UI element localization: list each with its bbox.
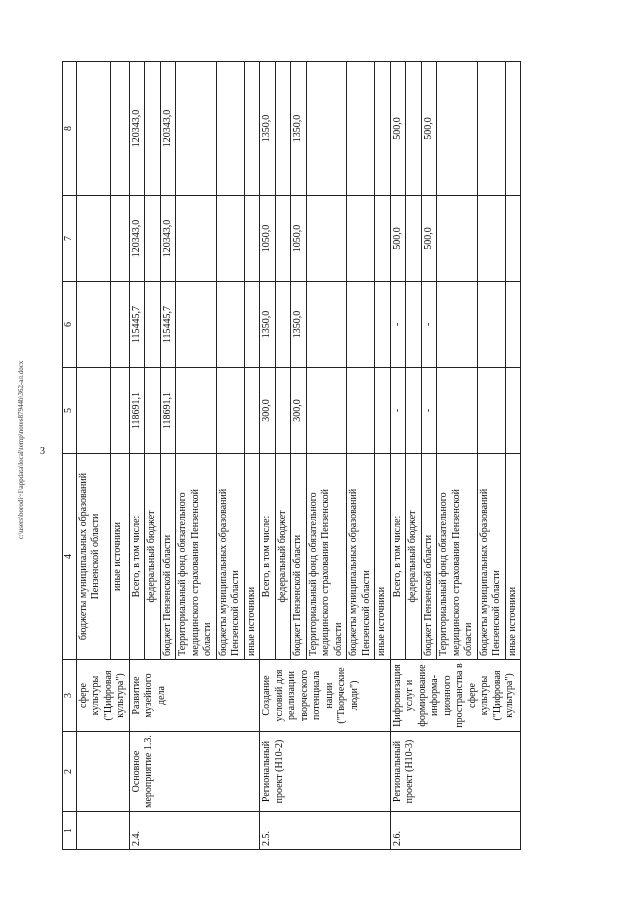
row-name-cell: Основное мероприятие 1.3. — [129, 732, 260, 812]
value-cell-c8: 120343,0 — [160, 62, 176, 196]
value-cell-c7: 1050,0 — [260, 196, 276, 282]
value-cell-c5 — [176, 368, 217, 454]
continued-row — [76, 62, 110, 850]
value-cell-c8 — [477, 62, 505, 196]
value-cell-c7 — [375, 196, 391, 282]
value-cell-c6 — [216, 282, 244, 368]
funding-source-cell: Всего, в том числе: — [260, 454, 276, 660]
table-row — [260, 62, 276, 850]
value-cell-c6: 1350,0 — [260, 282, 276, 368]
value-cell-c6 — [244, 282, 260, 368]
value-cell-c7 — [505, 196, 521, 282]
value-cell-c5 — [145, 368, 161, 454]
value-cell-c7 — [145, 196, 161, 282]
value-cell-c6 — [406, 282, 422, 368]
funding-source-cell: федеральный бюджет — [406, 454, 422, 660]
value-cell-c8: 500,0 — [390, 62, 406, 196]
table-row — [390, 62, 406, 850]
value-cell-c5 — [306, 368, 347, 454]
value-cell-c8 — [216, 62, 244, 196]
value-cell-c5: 118691,1 — [129, 368, 145, 454]
value-cell-c6 — [347, 282, 375, 368]
value-cell-c7 — [244, 196, 260, 282]
value-cell-c6 — [437, 282, 478, 368]
value-cell-c7 — [347, 196, 375, 282]
value-cell-c6: 115445,7 — [129, 282, 145, 368]
value-cell-c8: 1350,0 — [291, 62, 307, 196]
value-cell-c8 — [275, 62, 291, 196]
value-cell-c7 — [216, 196, 244, 282]
value-cell-c6 — [145, 282, 161, 368]
value-cell-c8 — [347, 62, 375, 196]
funding-source-cell: иные источники — [110, 454, 129, 660]
continued-event-cell: сфере культуры ("Цифровая культура") — [76, 660, 129, 732]
table-body — [63, 62, 521, 850]
value-cell-c5: - — [421, 368, 437, 454]
value-cell-c5 — [406, 368, 422, 454]
value-cell-c5: - — [390, 368, 406, 454]
value-cell-c8 — [176, 62, 217, 196]
value-cell-c6: 1350,0 — [291, 282, 307, 368]
continued-id-cell — [76, 812, 129, 850]
column-number-row — [63, 62, 77, 850]
value-cell-col6 — [76, 282, 110, 368]
value-cell-col8 — [110, 62, 129, 196]
row-event-cell: Создание условий для реализации творческого потенциала нации ("Творческие люди") — [260, 660, 391, 732]
page-number: 3 — [40, 446, 45, 457]
value-cell-c6: 115445,7 — [160, 282, 176, 368]
value-cell-c6: - — [421, 282, 437, 368]
row-id-cell: 2.6. — [390, 812, 521, 850]
column-number-4: 4 — [63, 454, 77, 660]
value-cell-c8 — [375, 62, 391, 196]
value-cell-c8 — [505, 62, 521, 196]
funding-source-cell: Всего, в том числе: — [390, 454, 406, 660]
funding-source-cell: бюджет Пензенской области — [160, 454, 176, 660]
value-cell-c5 — [347, 368, 375, 454]
funding-source-cell: Территориальный фонд обязательного медицинского страхования Пензенской области — [437, 454, 478, 660]
funding-source-cell: бюджеты муниципальных образований Пензенской области — [347, 454, 375, 660]
value-cell-c7 — [306, 196, 347, 282]
value-cell-c7 — [437, 196, 478, 282]
column-number-3: 3 — [63, 660, 77, 732]
value-cell-c5: 118691,1 — [160, 368, 176, 454]
value-cell-c5: 300,0 — [291, 368, 307, 454]
value-cell-col7 — [110, 196, 129, 282]
column-number-8: 8 — [63, 62, 77, 196]
value-cell-c5: 300,0 — [260, 368, 276, 454]
value-cell-c5 — [477, 368, 505, 454]
value-cell-c8 — [244, 62, 260, 196]
funding-source-cell: федеральный бюджет — [275, 454, 291, 660]
value-cell-col7 — [76, 196, 110, 282]
value-cell-c5 — [505, 368, 521, 454]
value-cell-c7 — [176, 196, 217, 282]
continued-name-cell — [76, 732, 129, 812]
value-cell-c5 — [437, 368, 478, 454]
funding-source-cell: бюджет Пензенской области — [421, 454, 437, 660]
row-name-cell: Региональный проект (Н10-2) — [260, 732, 391, 812]
value-cell-col8 — [76, 62, 110, 196]
budget-table — [62, 61, 521, 850]
value-cell-c5 — [375, 368, 391, 454]
funding-source-cell: Территориальный фонд обязательного медицинского страхования Пензенской области — [306, 454, 347, 660]
value-cell-c7 — [477, 196, 505, 282]
funding-source-cell: Территориальный фонд обязательного медицинского страхования Пензенской области — [176, 454, 217, 660]
value-cell-c6 — [505, 282, 521, 368]
value-cell-col6 — [110, 282, 129, 368]
value-cell-c6 — [275, 282, 291, 368]
value-cell-c7 — [406, 196, 422, 282]
funding-source-cell: бюджеты муниципальных образований Пензенской области — [76, 454, 110, 660]
row-event-cell: Цифровизация услуг и формирование информа-ционного пространства в сфере культуры ("Цифровая культура") — [390, 660, 521, 732]
value-cell-c5 — [244, 368, 260, 454]
column-number-5: 5 — [63, 368, 77, 454]
column-number-6: 6 — [63, 282, 77, 368]
funding-source-cell: бюджеты муниципальных образований Пензенской области — [477, 454, 505, 660]
value-cell-c7: 500,0 — [421, 196, 437, 282]
column-number-7: 7 — [63, 196, 77, 282]
table-row — [129, 62, 145, 850]
value-cell-c6 — [176, 282, 217, 368]
row-id-cell: 2.5. — [260, 812, 391, 850]
value-cell-c7: 120343,0 — [160, 196, 176, 282]
value-cell-c6: - — [390, 282, 406, 368]
funding-source-cell: бюджет Пензенской области — [291, 454, 307, 660]
footer-file-path: c:\users\borodi~1\appdata\local\temp\notes87944b\362-ал.docx — [17, 360, 25, 540]
row-name-cell: Региональный проект (Н10-3) — [390, 732, 521, 812]
value-cell-c7 — [275, 196, 291, 282]
value-cell-c7: 500,0 — [390, 196, 406, 282]
rotated-page-content — [62, 62, 578, 850]
funding-source-cell: иные источники — [505, 454, 521, 660]
value-cell-c8: 120343,0 — [129, 62, 145, 196]
column-number-2: 2 — [63, 732, 77, 812]
funding-source-cell: Всего, в том числе: — [129, 454, 145, 660]
value-cell-col5 — [76, 368, 110, 454]
value-cell-c7: 1050,0 — [291, 196, 307, 282]
value-cell-c8 — [306, 62, 347, 196]
funding-source-cell: иные источники — [375, 454, 391, 660]
value-cell-c8 — [406, 62, 422, 196]
value-cell-c6 — [375, 282, 391, 368]
value-cell-c5 — [216, 368, 244, 454]
funding-source-cell: иные источники — [244, 454, 260, 660]
funding-source-cell: федеральный бюджет — [145, 454, 161, 660]
value-cell-c8 — [437, 62, 478, 196]
funding-source-cell: бюджеты муниципальных образований Пензенской области — [216, 454, 244, 660]
row-id-cell: 2.4. — [129, 812, 260, 850]
column-number-1: 1 — [63, 812, 77, 850]
value-cell-c7: 120343,0 — [129, 196, 145, 282]
value-cell-c6 — [306, 282, 347, 368]
value-cell-c8: 500,0 — [421, 62, 437, 196]
value-cell-c8: 1350,0 — [260, 62, 276, 196]
value-cell-c8 — [145, 62, 161, 196]
row-event-cell: Развитие музейного дела — [129, 660, 260, 732]
value-cell-c5 — [275, 368, 291, 454]
value-cell-c6 — [477, 282, 505, 368]
value-cell-col5 — [110, 368, 129, 454]
